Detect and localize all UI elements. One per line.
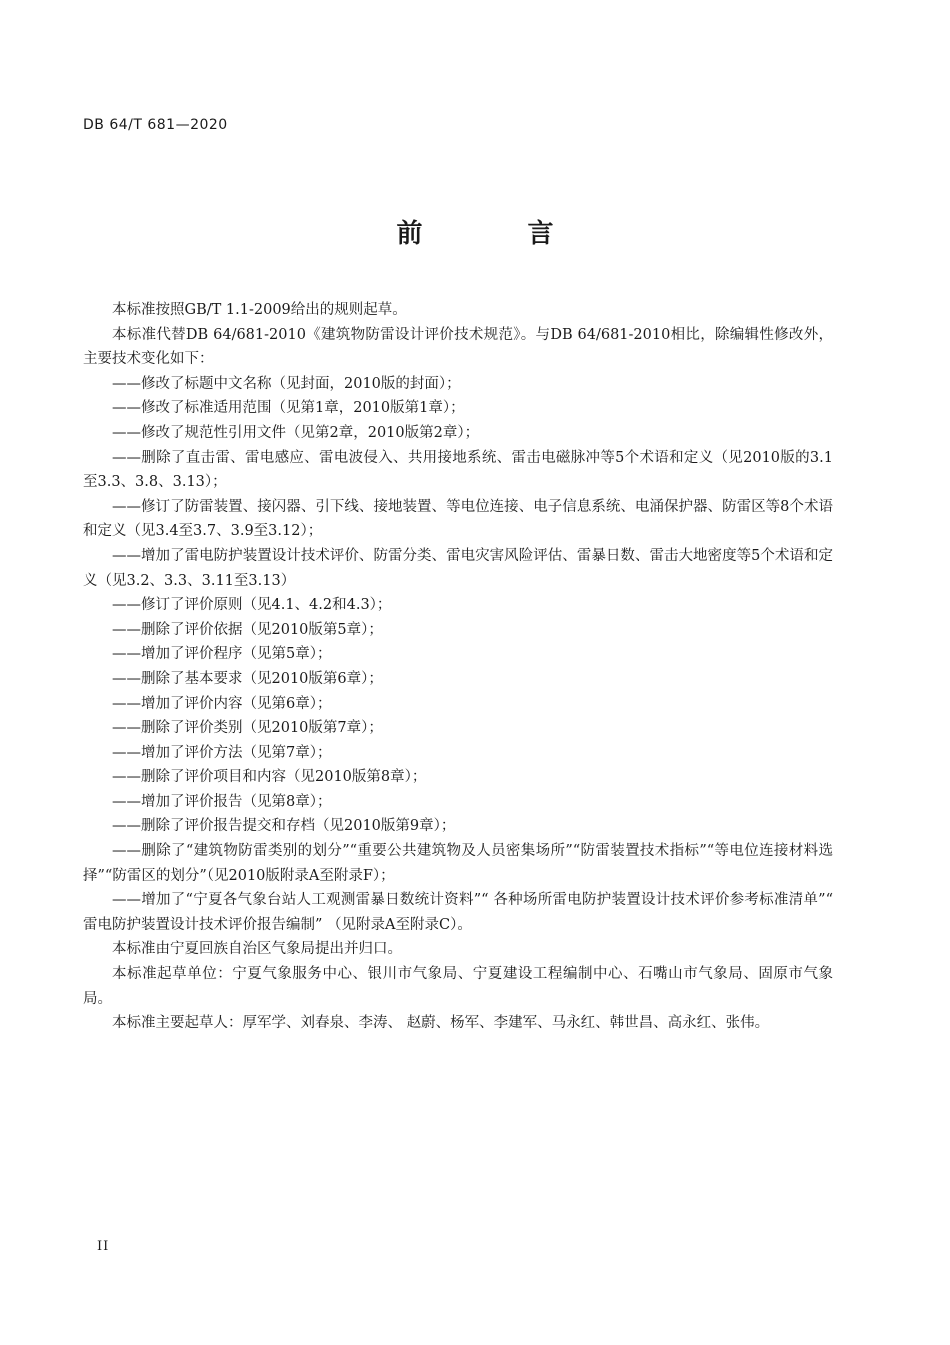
list-item: ——删除了评价类别（见2010版第7章）； xyxy=(112,720,383,737)
list-item: ——增加了评价报告（见第8章）； xyxy=(112,793,332,810)
paragraph: 本标准按照GB/T 1.1-2009给出的规则起草。 xyxy=(112,302,407,318)
list-item: ——删除了直击雷、雷电感应、雷电波侵入、共用接地系统、雷击电磁脉冲等5个术语和定义（见2010版的3.1至3.3、3.8、3.13）； xyxy=(83,449,833,491)
list-item: ——增加了评价内容（见第6章）； xyxy=(112,695,332,712)
list-item: ——修改了标准适用范围（见第1章，2010版第1章）； xyxy=(112,400,465,417)
paragraph: 本标准由宁夏回族自治区气象局提出并归口。 xyxy=(112,941,402,958)
document-code: DB 64/T 681—2020 xyxy=(83,117,228,133)
paragraph: 本标准主要起草人：厚军学、刘春泉、李涛、 赵蔚、杨军、李建军、马永红、韩世昌、高永红、张伟。 xyxy=(112,1015,770,1032)
list-item: ——删除了评价报告提交和存档（见2010版第9章）； xyxy=(112,818,456,835)
paragraph: 本标准起草单位：宁夏气象服务中心、银川市气象局、宁夏建设工程编制中心、石嘴山市气象局、固原市气象局。 xyxy=(83,966,833,1007)
list-item: ——删除了“建筑物防雷类别的划分”“重要公共建筑物及人员密集场所”“防雷装置技术指标”“等电位连接材料选择”“防雷区的划分”（见2010版附录A至附录F）； xyxy=(83,843,833,884)
list-item: ——修订了评价原则（见4.1、4.2和4.3）； xyxy=(112,597,392,614)
list-item: ——增加了评价方法（见第7章）； xyxy=(112,744,332,761)
list-item: ——修订了防雷装置、接闪器、引下线、接地装置、等电位连接、电子信息系统、电涌保护器、防雷区等8个术语和定义（见3.4至3.7、3.9至3.12）； xyxy=(83,498,833,540)
list-item: ——删除了评价项目和内容（见2010版第8章）； xyxy=(112,769,427,786)
page-title: 前 言 xyxy=(396,219,602,249)
list-item: ——增加了雷电防护装置设计技术评价、防雷分类、雷电灾害风险评估、雷暴日数、雷击大地密度等5个术语和定义（见3.2、3.3、3.11至3.13） xyxy=(83,547,833,589)
paragraph: 本标准代替DB 64/681-2010《建筑物防雷设计评价技术规范》。与DB 64/681-2010相比，除编辑性修改外，主要技术变化如下： xyxy=(83,326,833,368)
list-item: ——删除了评价依据（见2010版第5章）； xyxy=(112,621,383,638)
foreword-body xyxy=(83,298,833,1036)
list-item: ——增加了评价程序（见第5章）； xyxy=(112,646,332,663)
page-number: II xyxy=(97,1239,110,1254)
list-item: ——增加了“宁夏各气象台站人工观测雷暴日数统计资料”“ 各种场所雷电防护装置设计技术评价参考标准清单”“ 雷电防护装置设计技术评价报告编制” （见附录A至附录C）。 xyxy=(83,892,833,933)
list-item: ——修改了标题中文名称（见封面，2010版的封面）； xyxy=(112,375,461,392)
list-item: ——删除了基本要求（见2010版第6章）； xyxy=(112,670,383,687)
list-item: ——修改了规范性引用文件（见第2章，2010版第2章）； xyxy=(112,424,480,441)
